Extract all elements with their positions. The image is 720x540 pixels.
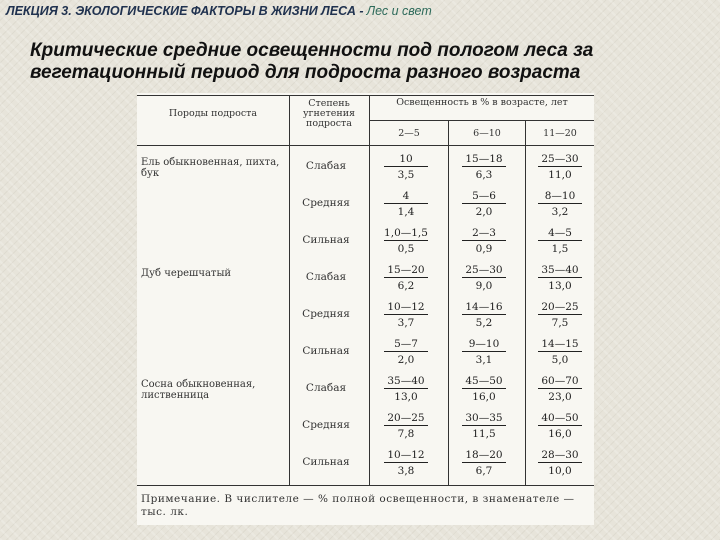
percent-value: 2—3	[462, 227, 506, 241]
shading-label: Сильная	[302, 345, 350, 357]
header-age-2: 6—10	[473, 128, 501, 139]
illumination-value	[380, 227, 432, 255]
shading-label: Слабая	[305, 160, 347, 172]
lux-value: 5,0	[551, 354, 569, 366]
lux-value: 13,0	[548, 280, 572, 292]
percent-value: 14—15	[538, 338, 582, 352]
lux-value: 9,0	[475, 280, 493, 292]
lux-value: 0,5	[397, 243, 415, 255]
lux-value: 6,3	[475, 169, 493, 181]
shading-label: Слабая	[305, 271, 347, 283]
shading-label: Средняя	[302, 419, 350, 431]
shading-label: Средняя	[302, 308, 350, 320]
percent-value: 10	[384, 153, 428, 167]
percent-value: 30—35	[462, 412, 506, 426]
percent-value: 5—7	[384, 338, 428, 352]
percent-value: 10—12	[384, 449, 428, 463]
percent-value: 8—10	[538, 190, 582, 204]
percent-value: 40—50	[538, 412, 582, 426]
lux-value: 6,7	[475, 465, 493, 477]
lux-value: 10,0	[548, 465, 572, 477]
illumination-value	[458, 449, 510, 477]
header-age-1: 2—5	[398, 128, 420, 139]
illumination-value	[534, 153, 586, 181]
percent-value: 9—10	[462, 338, 506, 352]
percent-value: 14—16	[462, 301, 506, 315]
column-divider-1	[289, 95, 290, 485]
table-footnote: Примечание. В числителе — % полной освещенности, в знаменателе — тыс. лк.	[141, 493, 575, 518]
lecture-topic: Лес и свет	[366, 4, 432, 18]
illumination-value	[534, 375, 586, 403]
percent-value: 45—50	[462, 375, 506, 389]
percent-value: 15—20	[384, 264, 428, 278]
illumination-value	[380, 375, 432, 403]
ages-divider-rule	[369, 120, 594, 121]
illumination-value	[380, 190, 432, 218]
header-shading: Степень угнетения подроста	[302, 98, 356, 129]
illumination-value	[458, 338, 510, 366]
lecture-label: ЛЕКЦИЯ 3. ЭКОЛОГИЧЕСКИЕ ФАКТОРЫ В ЖИЗНИ ЛЕСА -	[6, 4, 364, 18]
percent-value: 5—6	[462, 190, 506, 204]
species-label: Дуб черешчатый	[141, 268, 232, 279]
percent-value: 35—40	[384, 375, 428, 389]
lux-value: 16,0	[548, 428, 572, 440]
lux-value: 6,2	[397, 280, 415, 292]
illumination-value	[380, 301, 432, 329]
shading-label: Слабая	[305, 382, 347, 394]
lux-value: 13,0	[394, 391, 418, 403]
table-bottom-rule	[137, 485, 594, 486]
header-age-3: 11—20	[543, 128, 577, 139]
illumination-value	[380, 449, 432, 477]
illumination-value	[458, 264, 510, 292]
illumination-value	[534, 190, 586, 218]
lux-value: 2,0	[397, 354, 415, 366]
illumination-value	[380, 264, 432, 292]
header-illumination: Освещенность в % в возрасте, лет	[396, 97, 568, 108]
percent-value: 60—70	[538, 375, 582, 389]
shading-label: Средняя	[302, 197, 350, 209]
lux-value: 1,4	[397, 206, 415, 218]
percent-value: 4	[384, 190, 428, 204]
percent-value: 18—20	[462, 449, 506, 463]
percent-value: 25—30	[462, 264, 506, 278]
lux-value: 11,0	[548, 169, 572, 181]
lux-value: 2,0	[475, 206, 493, 218]
slide-title-line-2: вегетационный период для подроста разного возраста	[30, 62, 581, 83]
lux-value: 0,9	[475, 243, 493, 255]
lux-value: 11,5	[472, 428, 496, 440]
percent-value: 25—30	[538, 153, 582, 167]
slide-title-line-1: Критические средние освещенности под пологом леса за	[30, 40, 594, 61]
lux-value: 3,5	[397, 169, 415, 181]
illumination-value	[534, 338, 586, 366]
percent-value: 28—30	[538, 449, 582, 463]
percent-value: 4—5	[538, 227, 582, 241]
lux-value: 3,2	[551, 206, 569, 218]
illumination-value	[534, 412, 586, 440]
lux-value: 3,7	[397, 317, 415, 329]
illumination-value	[534, 264, 586, 292]
illumination-value	[458, 227, 510, 255]
table-top-rule	[137, 95, 594, 96]
illumination-value	[458, 301, 510, 329]
percent-value: 35—40	[538, 264, 582, 278]
illumination-value	[458, 375, 510, 403]
column-divider-3	[448, 120, 449, 485]
column-divider-4	[525, 120, 526, 485]
lecture-header	[6, 4, 432, 18]
illumination-value	[380, 153, 432, 181]
illumination-value	[380, 412, 432, 440]
header-species: Породы подроста	[168, 108, 258, 119]
species-label: Ель обыкновенная, пихта, бук	[141, 157, 280, 179]
illumination-value	[534, 449, 586, 477]
illumination-value	[534, 301, 586, 329]
lux-value: 3,8	[397, 465, 415, 477]
slide-title	[30, 40, 690, 84]
illumination-value	[534, 227, 586, 255]
illumination-value	[458, 412, 510, 440]
scanned-table	[137, 93, 594, 525]
species-label: Сосна обыкновенная, лиственница	[141, 379, 256, 401]
illumination-value	[380, 338, 432, 366]
illumination-value	[458, 153, 510, 181]
lux-value: 3,1	[475, 354, 493, 366]
illumination-value	[458, 190, 510, 218]
percent-value: 20—25	[384, 412, 428, 426]
percent-value: 15—18	[462, 153, 506, 167]
column-divider-2	[369, 95, 370, 485]
percent-value: 1,0—1,5	[384, 227, 428, 239]
percent-value: 20—25	[538, 301, 582, 315]
shading-label: Сильная	[302, 456, 350, 468]
lux-value: 1,5	[551, 243, 569, 255]
lux-value: 16,0	[472, 391, 496, 403]
lux-value: 7,5	[551, 317, 569, 329]
shading-label: Сильная	[302, 234, 350, 246]
lux-value: 23,0	[548, 391, 572, 403]
percent-value: 10—12	[384, 301, 428, 315]
lux-value: 7,8	[397, 428, 415, 440]
lux-value: 5,2	[475, 317, 493, 329]
